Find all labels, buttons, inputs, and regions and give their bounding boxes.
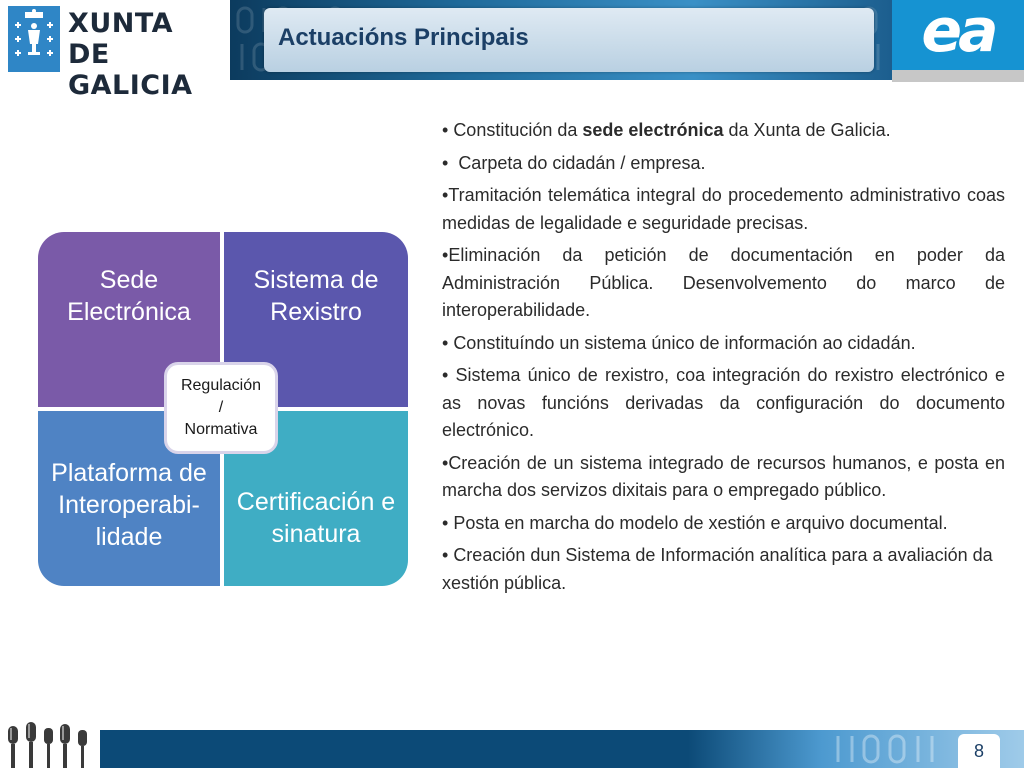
actions-diagram xyxy=(38,232,408,586)
logo-line-2: DE GALICIA xyxy=(68,39,193,101)
xunta-shield-icon xyxy=(8,6,60,72)
bullet-text: Eliminación da petición de documentación en poder da Administración Pública. Desenvolvemento do marco de interoperabilidade. xyxy=(442,245,1005,320)
slide-header xyxy=(0,0,1024,101)
quadrant-label: Sistema de Rexistro xyxy=(253,266,379,326)
bullet-text: Carpeta do cidadán / empresa. xyxy=(458,152,706,173)
bullet-item: • Carpeta do cidadán / empresa. xyxy=(442,152,706,173)
bullet-item: • Constituíndo un sistema único de información ao cidadán. xyxy=(442,332,916,353)
logo-line-1: XUNTA xyxy=(68,8,174,39)
title-banner xyxy=(264,8,874,72)
page-number: 8 xyxy=(958,734,1000,768)
bullet-item: •Creación de un sistema integrado de recursos humanos, e posta en marcha dos servizos dixitais para o empregado público. xyxy=(442,452,1005,500)
xunta-logo-text xyxy=(68,8,228,101)
quadrant-label: Plataforma de Interoperabi-lidade xyxy=(51,459,207,551)
bullet-item: • Constitución da sede electrónica da Xunta de Galicia. xyxy=(442,120,891,140)
bullet-item: •Tramitación telemática integral do procedemento administrativo coas medidas de legalidade e seguridade precisas. xyxy=(442,185,1005,233)
bullet-text: Posta en marcha do modelo de xestión e arquivo documental. xyxy=(453,512,948,533)
bullet-text: da Xunta de Galicia. xyxy=(723,120,891,140)
bullet-item: • Creación dun Sistema de Información analítica para a avaliación da xestión pública. xyxy=(442,545,993,593)
bullet-text: Creación dun Sistema de Información analítica para a avaliación da xestión pública. xyxy=(442,545,993,593)
bullet-text: Constitución da xyxy=(453,120,583,140)
bullet-item: •Eliminación da petición de documentación en poder da Administración Pública. Desenvolvemento do marco de interoperabilidade. xyxy=(442,245,1005,320)
bullet-item: • Sistema único de rexistro, coa integración do rexistro electrónico e as novas funcións derivadas da configuración do documento electrónico. xyxy=(442,365,1005,440)
bullet-text: Sistema único de rexistro, coa integración do rexistro electrónico e as novas funcións derivadas da configuración do documento electrónico. xyxy=(442,365,1005,440)
bullet-list xyxy=(442,117,1005,602)
ea-logo xyxy=(892,0,1024,82)
bullet-text: Tramitación telemática integral do procedemento administrativo coas medidas de legalidade e seguridade precisas. xyxy=(442,185,1005,233)
bullet-bold-text: sede electrónica xyxy=(582,120,724,140)
microphones-image xyxy=(0,716,100,768)
bullet-item: • Posta en marcha do modelo de xestión e arquivo documental. xyxy=(442,512,948,533)
bullet-text: Constituíndo un sistema único de información ao cidadán. xyxy=(453,332,916,353)
center-regulacion-normativa: Regulación / Normativa xyxy=(164,362,278,454)
quadrant-label: Certificación e sinatura xyxy=(236,488,396,548)
logo-gray-strip xyxy=(892,70,1024,82)
ea-logo-text: ea xyxy=(921,0,995,66)
quadrant-label: Sede Electrónica xyxy=(67,266,191,326)
bullet-text: Creación de un sistema integrado de recursos humanos, e posta en marcha dos servizos dixitais para o empregado público. xyxy=(442,452,1005,500)
page-title: Actuacións Principais xyxy=(278,24,529,51)
